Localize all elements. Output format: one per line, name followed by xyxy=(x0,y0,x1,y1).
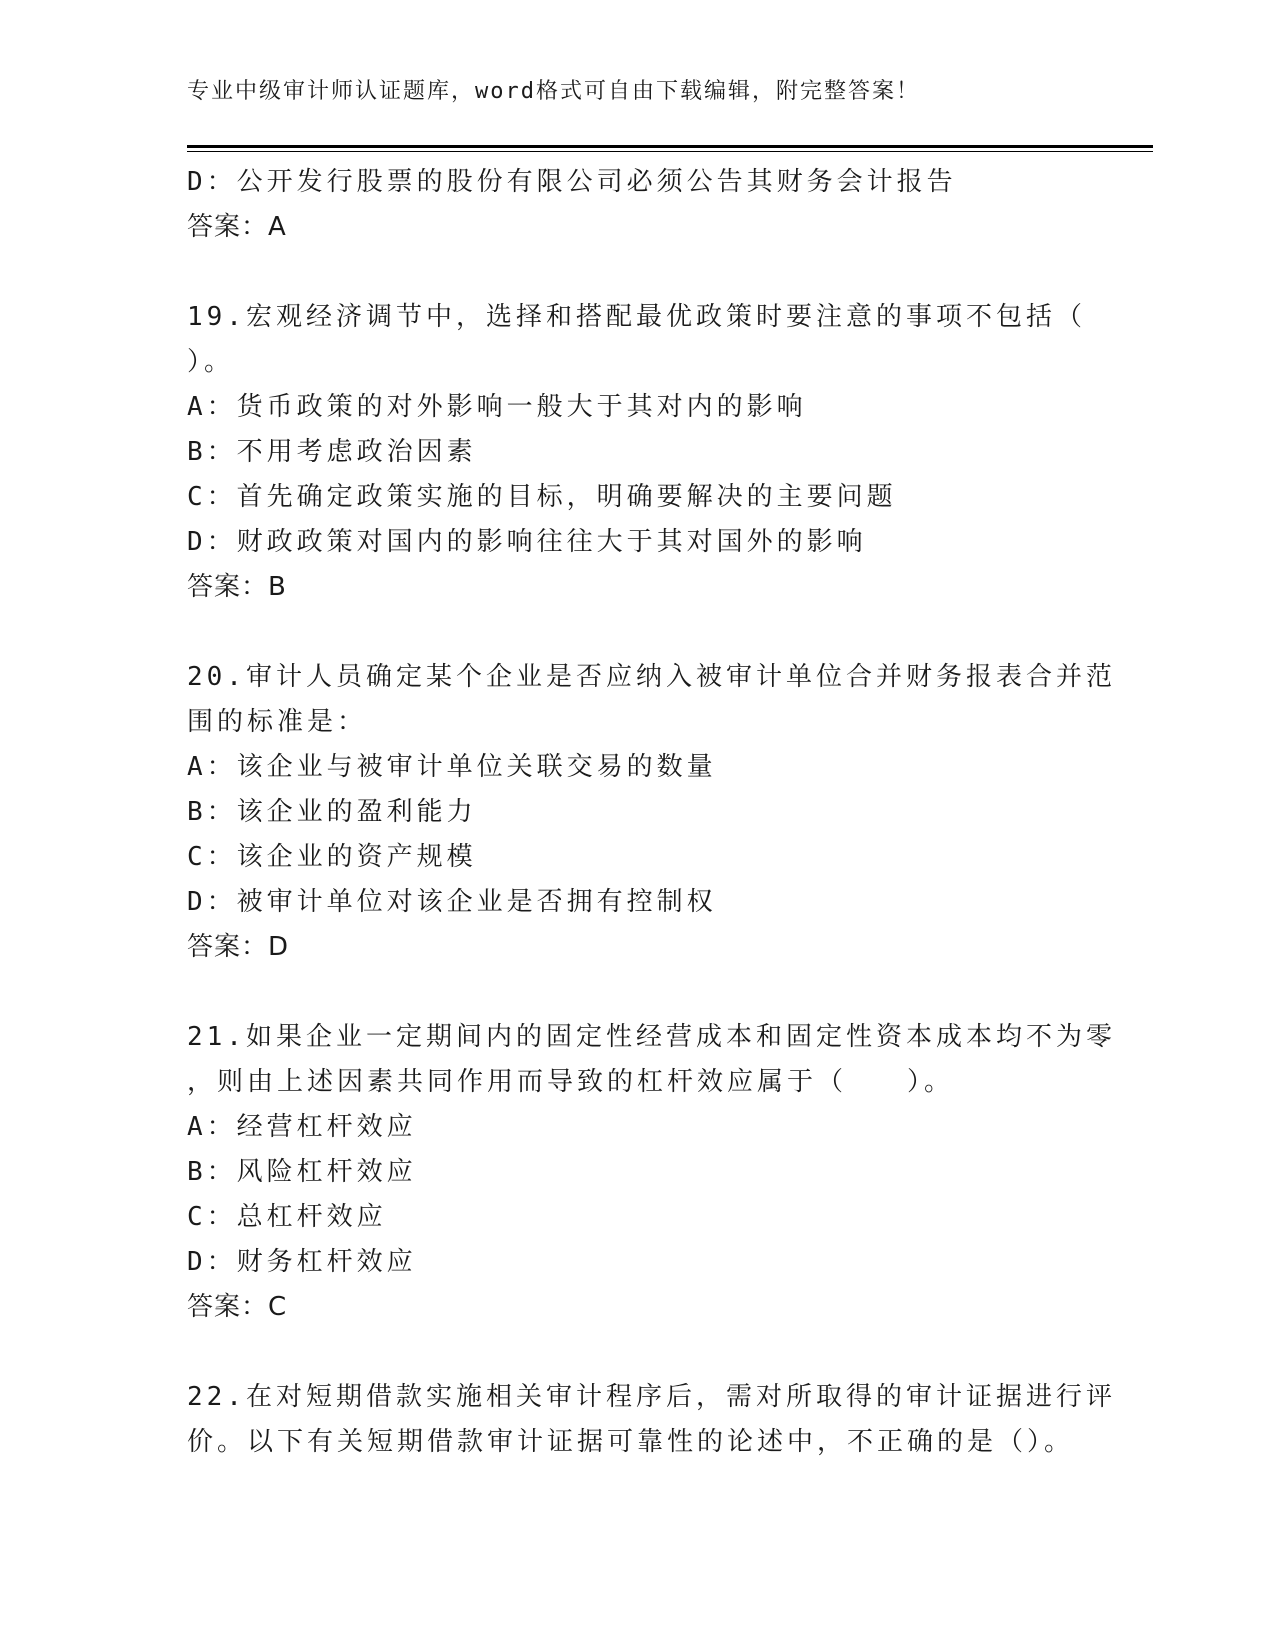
question-block-20 xyxy=(187,655,1116,970)
answer-line: 答案：C xyxy=(187,1292,288,1322)
option-line: A：货币政策的对外影响一般大于其对内的影响 xyxy=(187,392,807,422)
option-line: B：风险杠杆效应 xyxy=(187,1157,417,1187)
answer-line: 答案：B xyxy=(187,572,287,602)
option-line: B：不用考虑政治因素 xyxy=(187,437,477,467)
spacer xyxy=(187,250,1087,295)
option-line: D：公开发行股票的股份有限公司必须公告其财务会计报告 xyxy=(187,167,957,197)
question-text: 19.宏观经济调节中，选择和搭配最优政策时要注意的事项不包括（ xyxy=(187,302,1086,332)
option-line: D：被审计单位对该企业是否拥有控制权 xyxy=(187,887,717,917)
option-line: C：总杠杆效应 xyxy=(187,1202,387,1232)
question-content xyxy=(187,160,1116,1465)
spacer xyxy=(187,610,1087,655)
page-header: 专业中级审计师认证题库，word格式可自由下载编辑，附完整答案！ xyxy=(187,79,920,104)
answer-line: 答案：A xyxy=(187,212,287,242)
question-text: ）。 xyxy=(187,347,235,377)
question-block-19 xyxy=(187,295,1087,610)
question-block-22 xyxy=(187,1375,1116,1465)
option-line: D：财务杠杆效应 xyxy=(187,1247,417,1277)
question-text: ，则由上述因素共同作用而导致的杠杆效应属于（ ）。 xyxy=(187,1067,955,1097)
question-text: 21.如果企业一定期间内的固定性经营成本和固定性资本成本均不为零 xyxy=(187,1022,1116,1052)
spacer xyxy=(187,1330,1087,1375)
option-line: D：财政政策对国内的影响往往大于其对国外的影响 xyxy=(187,527,867,557)
option-line: C：首先确定政策实施的目标，明确要解决的主要问题 xyxy=(187,482,897,512)
header-rule-thick xyxy=(187,145,1153,148)
question-text: 价。以下有关短期借款审计证据可靠性的论述中，不正确的是（）。 xyxy=(187,1427,1075,1457)
question-text: 22.在对短期借款实施相关审计程序后，需对所取得的审计证据进行评 xyxy=(187,1382,1116,1412)
question-block-21 xyxy=(187,1015,1116,1330)
option-line: B：该企业的盈利能力 xyxy=(187,797,477,827)
header-rule-thin xyxy=(187,151,1153,152)
spacer xyxy=(187,970,1087,1015)
question-block-18 xyxy=(187,160,1087,250)
option-line: C：该企业的资产规模 xyxy=(187,842,477,872)
option-line: A：该企业与被审计单位关联交易的数量 xyxy=(187,752,717,782)
option-line: A：经营杠杆效应 xyxy=(187,1112,417,1142)
question-text: 围的标准是： xyxy=(187,707,368,737)
question-text: 20.审计人员确定某个企业是否应纳入被审计单位合并财务报表合并范 xyxy=(187,662,1116,692)
answer-line: 答案：D xyxy=(187,932,290,962)
